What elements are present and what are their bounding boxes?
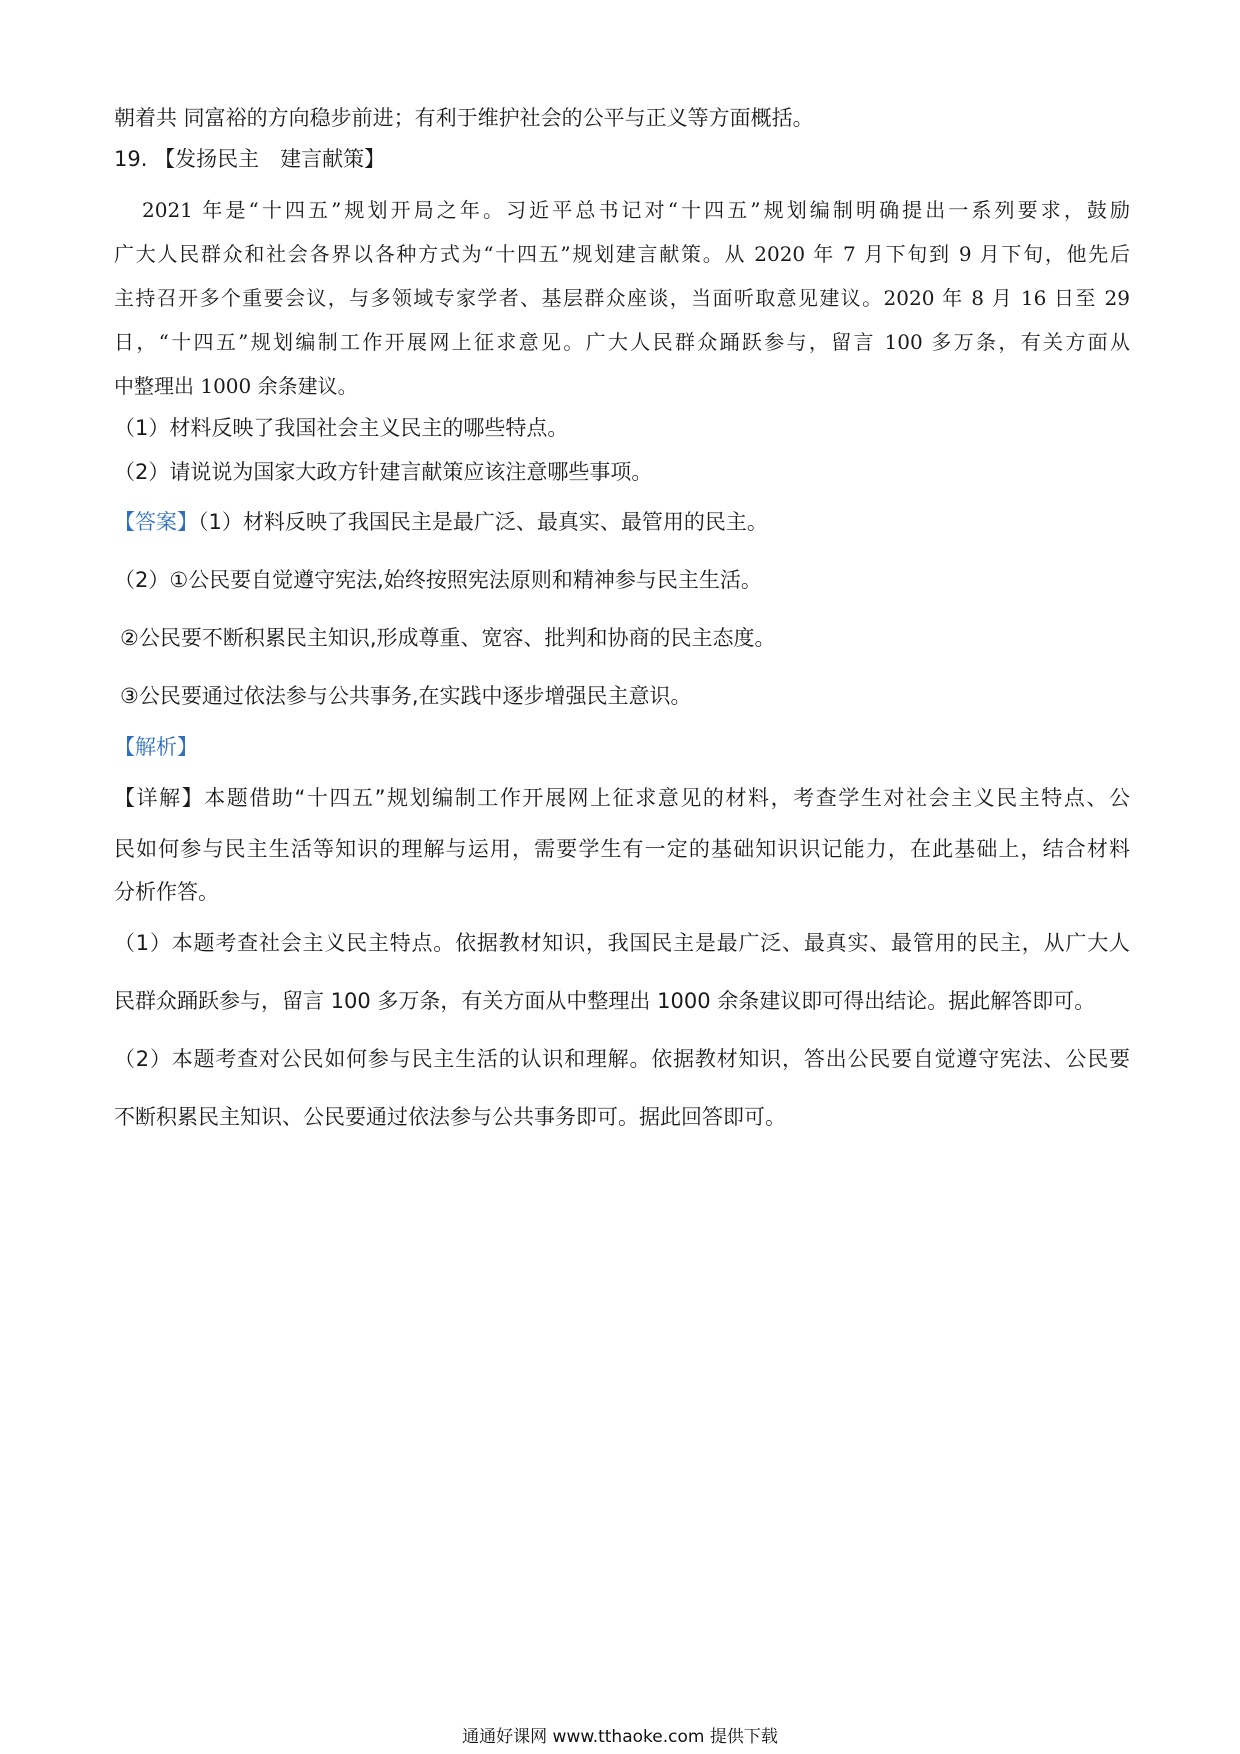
answer-tag: 【答案】 [114,510,198,534]
material-line: 日，“十四五”规划编制工作开展网上征求意见。广大人民群众踊跃参与，留言 100 多万条，有关方面从 [114,330,1130,354]
answer-text-1: （1）材料反映了我国民主是最广泛、最真实、最管用的民主。 [198,510,768,534]
question-title: 【发扬民主 建言献策】 [154,147,386,171]
continuation-line: 朝着共 同富裕的方向稳步前进；有利于维护社会的公平与正义等方面概括。 [114,106,814,130]
material-line: 中整理出 1000 余条建议。 [114,374,358,398]
detail-line: 分析作答。 [114,880,219,904]
part2-line: （2）本题考查对公民如何参与民主生活的认识和理解。依据教材知识，答出公民要自觉遵守宪法、公民要 [114,1047,1130,1071]
question-number: 19. [114,147,148,171]
part1-line: 民群众踊跃参与，留言 100 多万条，有关方面从中整理出 1000 余条建议即可得出结论。据此解答即可。 [114,989,1096,1013]
analysis-tag: 【解析】 [114,735,198,759]
material-line: 2021 年是“十四五”规划开局之年。习近平总书记对“十四五”规划编制明确提出一系列要求，鼓励 [142,198,1130,222]
sub-question-1: （1）材料反映了我国社会主义民主的哪些特点。 [114,416,569,440]
page-footer: 通通好课网 www.tthaoke.com 提供下载 [462,1727,778,1747]
part2-line: 不断积累民主知识、公民要通过依法参与公共事务即可。据此回答即可。 [114,1105,786,1129]
question-heading [114,144,385,174]
sub-question-2: （2）请说说为国家大政方针建言献策应该注意哪些事项。 [114,460,653,484]
part1-line: （1）本题考查社会主义民主特点。依据教材知识，我国民主是最广泛、最真实、最管用的民主，从广大人 [114,931,1130,955]
answer-line-2: （2）①公民要自觉遵守宪法,始终按照宪法原则和精神参与民主生活。 [114,568,762,592]
detail-line: 民如何参与民主生活等知识的理解与运用，需要学生有一定的基础知识识记能力，在此基础上，结合材料 [114,837,1130,861]
answer-line-1 [114,507,768,537]
material-line: 广大人民群众和社会各界以各种方式为“十四五”规划建言献策。从 2020 年 7 月下旬到 9 月下旬，他先后 [114,242,1130,266]
material-line: 主持召开多个重要会议，与多领域专家学者、基层群众座谈，当面听取意见建议。2020 年 8 月 16 日至 29 [114,286,1130,310]
detail-line: 【详解】本题借助“十四五”规划编制工作开展网上征求意见的材料，考查学生对社会主义民主特点、公 [114,786,1130,810]
answer-line-4: ③公民要通过依法参与公共事务,在实践中逐步增强民主意识。 [120,684,692,708]
answer-line-3: ②公民要不断积累民主知识,形成尊重、宽容、批判和协商的民主态度。 [120,626,776,650]
